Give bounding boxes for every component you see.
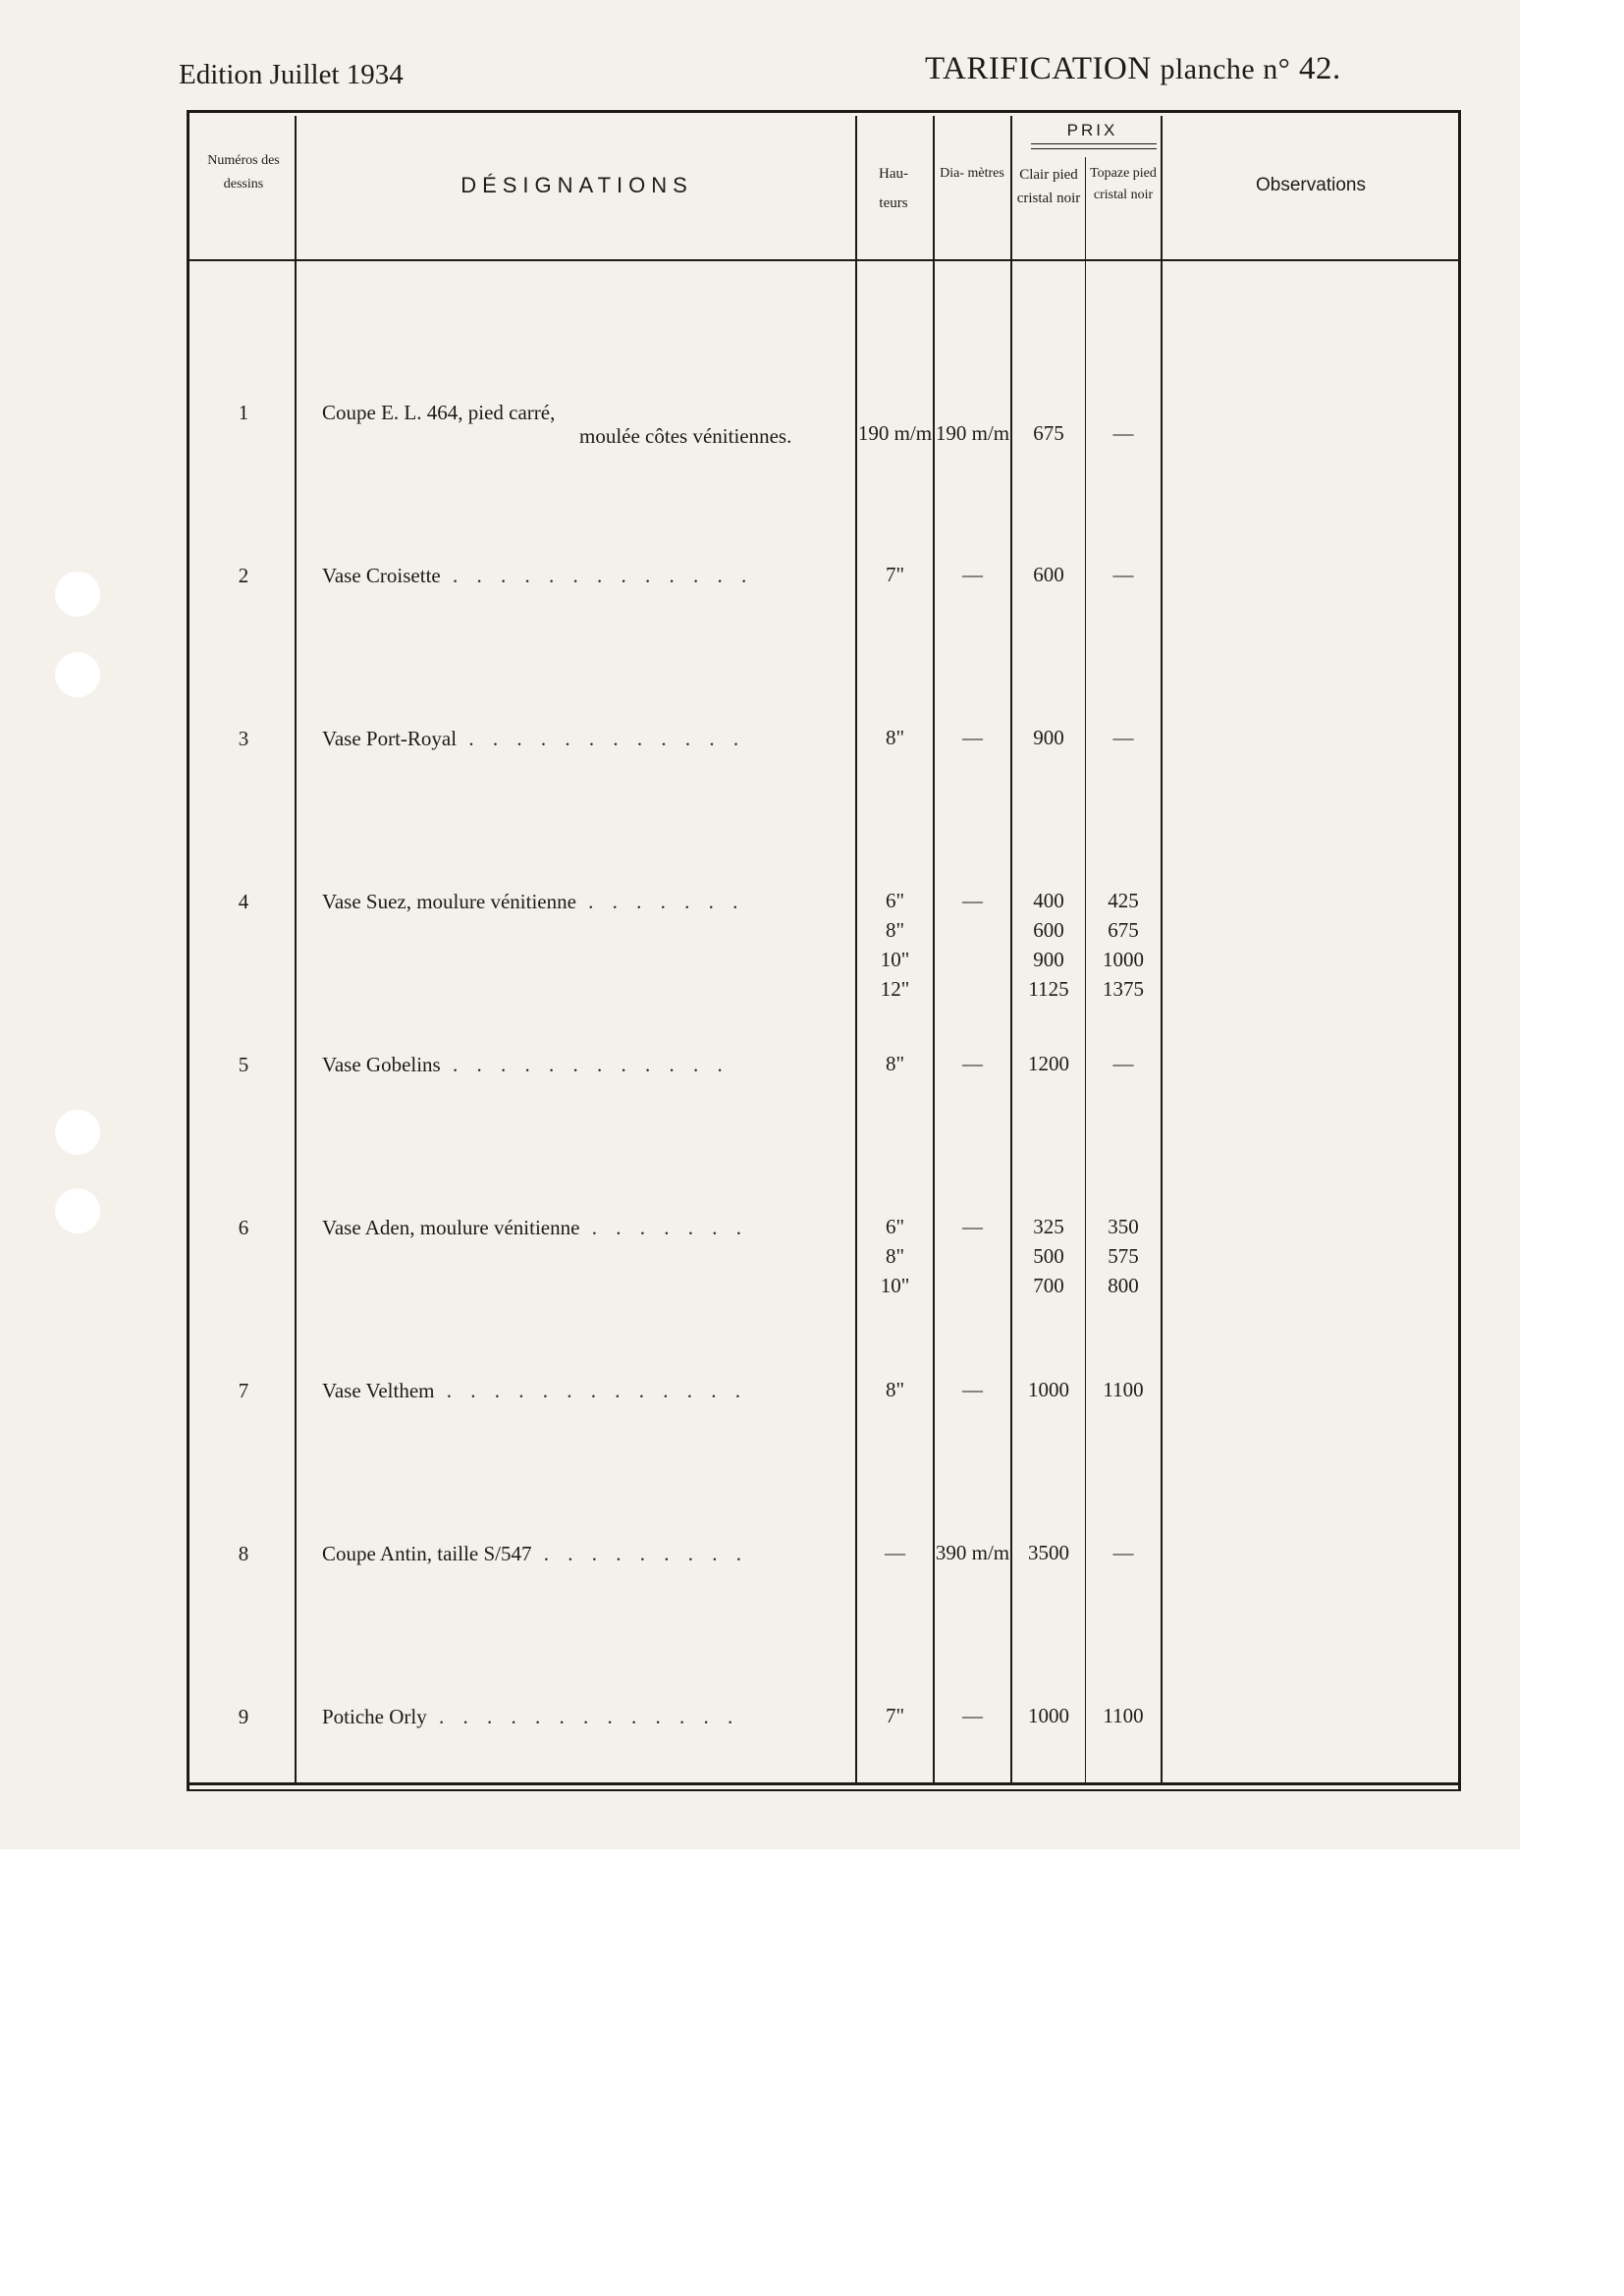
leader-dots: . . . . . . . . . . . . bbox=[457, 727, 746, 750]
binder-hole bbox=[55, 1188, 100, 1233]
row-diametres: — bbox=[962, 1052, 983, 1075]
designation-text: Coupe E. L. 464, pied carré, bbox=[322, 401, 556, 424]
edition-label: Edition Juillet 1934 bbox=[179, 59, 404, 90]
leader-dots: . . . . . . . . . bbox=[531, 1542, 748, 1565]
leader-dots: . . . . . . . . . . . . bbox=[440, 1053, 730, 1076]
row-number: 9 bbox=[238, 1705, 249, 1728]
plate-number: 42. bbox=[1298, 51, 1341, 86]
table-bottom-border-inner bbox=[187, 1789, 1461, 1791]
table-top-border bbox=[187, 110, 1459, 113]
row-prix-topaze: — bbox=[1112, 1052, 1134, 1075]
row-hauteurs: 7" bbox=[885, 1704, 905, 1727]
row-hauteurs: 190 m/m bbox=[857, 421, 933, 445]
row-prix-clair: 900 bbox=[1033, 726, 1064, 749]
binder-hole bbox=[55, 1110, 100, 1155]
binder-hole bbox=[55, 572, 100, 617]
table-right-border bbox=[1458, 110, 1461, 1790]
row-number: 3 bbox=[238, 727, 249, 750]
designation-text: Vase Port-Royal bbox=[322, 727, 458, 750]
row-diametres: — bbox=[962, 563, 983, 586]
row-designation-line2: moulée côtes vénitiennes. bbox=[579, 424, 792, 448]
row-designation bbox=[322, 727, 833, 751]
row-prix-topaze: 350 575 800 bbox=[1108, 1215, 1139, 1297]
designation-text: Vase Suez, moulure vénitienne bbox=[322, 890, 576, 913]
row-diametres: — bbox=[962, 1704, 983, 1727]
header-topaze: Topaze pied cristal noir bbox=[1090, 166, 1157, 202]
row-prix-clair: 3500 bbox=[1028, 1541, 1069, 1564]
row-hauteurs: 8" bbox=[885, 1378, 905, 1401]
row-hauteurs: 8" bbox=[885, 1052, 905, 1075]
row-number: 6 bbox=[238, 1216, 249, 1239]
row-prix-clair: 400 600 900 1125 bbox=[1028, 889, 1069, 1001]
row-diametres: 190 m/m bbox=[935, 421, 1010, 445]
row-prix-clair: 1000 bbox=[1028, 1378, 1069, 1401]
designation-text: Vase Gobelins bbox=[322, 1053, 441, 1076]
header-separator bbox=[187, 259, 1459, 261]
header-numero: Numéros des dessins bbox=[207, 153, 280, 191]
row-number: 1 bbox=[238, 401, 249, 424]
row-hauteurs: 6" 8" 10" 12" bbox=[880, 889, 910, 1001]
table-left-border bbox=[187, 110, 189, 1790]
row-prix-clair: 600 bbox=[1033, 563, 1064, 586]
row-prix-topaze: — bbox=[1112, 421, 1134, 445]
row-diametres: — bbox=[962, 889, 983, 912]
row-number: 4 bbox=[238, 890, 249, 913]
column-divider bbox=[295, 116, 297, 1782]
row-number: 2 bbox=[238, 564, 249, 587]
prix-rule bbox=[1031, 143, 1157, 144]
designation-text: Potiche Orly bbox=[322, 1705, 427, 1728]
table-bottom-border bbox=[187, 1782, 1461, 1785]
row-diametres: — bbox=[962, 1215, 983, 1238]
page-title bbox=[925, 51, 1341, 87]
row-prix-topaze: — bbox=[1112, 563, 1134, 586]
leader-dots: . . . . . . . . . . . . . bbox=[426, 1705, 740, 1728]
binder-hole bbox=[55, 652, 100, 697]
leader-dots: . . . . . . . . . . . . . bbox=[440, 564, 754, 587]
row-hauteurs: 6" 8" 10" bbox=[880, 1215, 910, 1297]
row-hauteurs: 8" bbox=[885, 726, 905, 749]
row-prix-topaze: — bbox=[1112, 726, 1134, 749]
designation-text: Vase Croisette bbox=[322, 564, 441, 587]
row-prix-clair: 325 500 700 bbox=[1033, 1215, 1064, 1297]
row-prix-topaze: 1100 bbox=[1103, 1378, 1144, 1401]
header-prix: PRIX bbox=[1066, 121, 1118, 139]
leader-dots: . . . . . . . bbox=[579, 1216, 748, 1239]
row-prix-topaze: 425 675 1000 1375 bbox=[1103, 889, 1144, 1001]
prix-rule bbox=[1031, 148, 1157, 149]
header-clair: Clair pied cristal noir bbox=[1016, 167, 1081, 206]
row-diametres: 390 m/m bbox=[935, 1541, 1010, 1564]
row-designation bbox=[322, 1216, 833, 1240]
designation-text: Vase Aden, moulure vénitienne bbox=[322, 1216, 580, 1239]
row-prix-clair: 1200 bbox=[1028, 1052, 1069, 1075]
leader-dots: . . . . . . . . . . . . . bbox=[434, 1379, 748, 1402]
header-observations: Observations bbox=[1256, 175, 1366, 195]
row-designation bbox=[322, 890, 833, 914]
row-prix-clair: 1000 bbox=[1028, 1704, 1069, 1727]
header-designations: DÉSIGNATIONS bbox=[460, 173, 693, 197]
row-prix-topaze: 1100 bbox=[1103, 1704, 1144, 1727]
row-prix-topaze: — bbox=[1112, 1541, 1134, 1564]
title-text: TARIFICATION bbox=[925, 51, 1152, 86]
column-divider bbox=[933, 116, 935, 1782]
header-hauteurs: Hau- teurs bbox=[879, 166, 908, 211]
row-designation bbox=[322, 1705, 833, 1729]
designation-text: Coupe Antin, taille S/547 bbox=[322, 1542, 532, 1565]
leader-dots: . . . . . . . bbox=[575, 890, 745, 913]
row-diametres: — bbox=[962, 1378, 983, 1401]
row-hauteurs: 7" bbox=[885, 563, 905, 586]
plate-label: planche n° bbox=[1160, 53, 1291, 85]
row-designation bbox=[322, 401, 833, 425]
column-divider bbox=[1161, 116, 1163, 1782]
header-diametres: Dia- mètres bbox=[940, 166, 1004, 181]
row-diametres: — bbox=[962, 726, 983, 749]
row-number: 8 bbox=[238, 1542, 249, 1565]
row-designation bbox=[322, 1542, 833, 1566]
row-designation bbox=[322, 1053, 833, 1077]
row-designation bbox=[322, 564, 833, 588]
row-number: 5 bbox=[238, 1053, 249, 1076]
row-number: 7 bbox=[238, 1379, 249, 1402]
row-hauteurs: — bbox=[885, 1541, 905, 1564]
row-prix-clair: 675 bbox=[1033, 421, 1064, 445]
row-designation bbox=[322, 1379, 833, 1403]
designation-text: Vase Velthem bbox=[322, 1379, 435, 1402]
